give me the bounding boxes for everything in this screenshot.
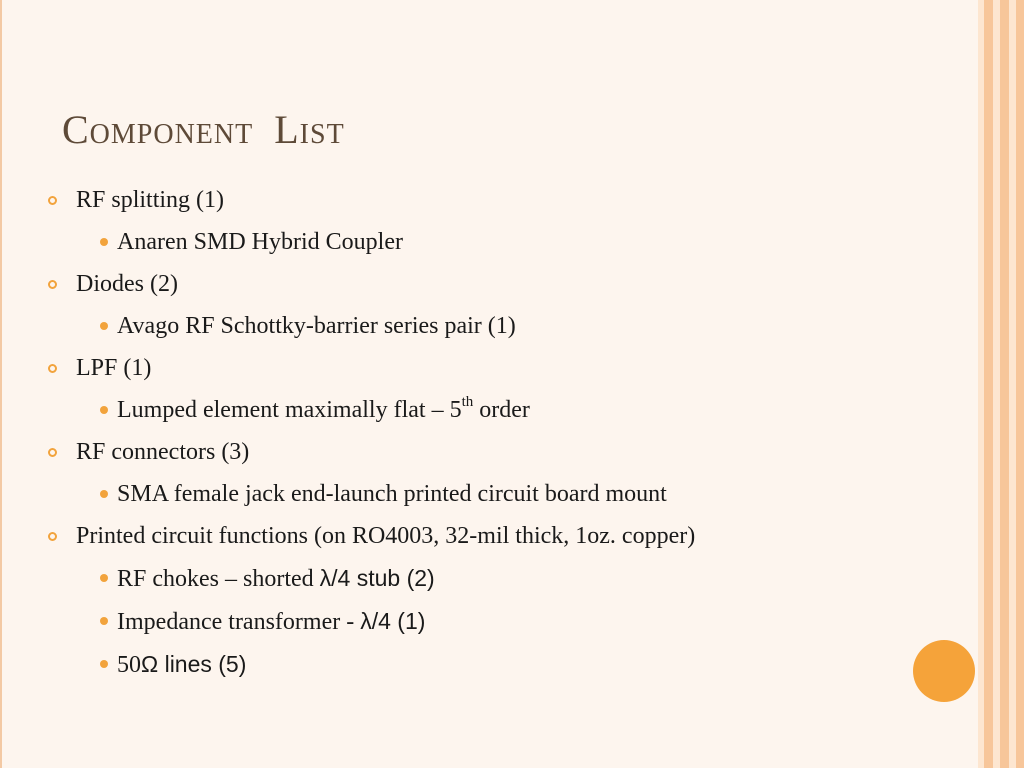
dot-bullet-icon bbox=[100, 238, 108, 246]
ring-bullet-icon bbox=[48, 448, 57, 457]
stripe bbox=[984, 0, 993, 768]
decorative-stripes bbox=[978, 0, 1024, 768]
dot-bullet-icon bbox=[100, 406, 108, 414]
item-text: SMA female jack end-launch printed circuit board mount bbox=[117, 481, 667, 507]
item-text: Anaren SMD Hybrid Coupler bbox=[117, 229, 403, 255]
item-text: 50 bbox=[117, 652, 141, 678]
stripe bbox=[1016, 0, 1024, 768]
list-item bbox=[44, 438, 944, 466]
list-item bbox=[44, 312, 944, 340]
ring-bullet-icon bbox=[48, 280, 57, 289]
dot-bullet-icon bbox=[100, 617, 108, 625]
item-text: RF chokes – shorted bbox=[117, 566, 320, 592]
stripe bbox=[1000, 0, 1009, 768]
superscript: th bbox=[461, 394, 474, 410]
item-text-symbol: λ/4 (1) bbox=[360, 608, 426, 634]
dot-bullet-icon bbox=[100, 490, 108, 498]
list-item bbox=[44, 522, 944, 550]
slide-left-edge bbox=[0, 0, 2, 768]
list-item bbox=[44, 270, 944, 298]
item-text: Printed circuit functions (on RO4003, 32-mil thick, 1oz. copper) bbox=[76, 523, 696, 549]
list-item bbox=[44, 650, 944, 679]
list-item bbox=[44, 607, 944, 636]
decorative-circle bbox=[913, 640, 975, 702]
item-text-symbol: Ω lines (5) bbox=[141, 651, 247, 677]
list-item bbox=[44, 228, 944, 256]
ring-bullet-icon bbox=[48, 364, 57, 373]
stripe bbox=[993, 0, 1000, 768]
ring-bullet-icon bbox=[48, 196, 57, 205]
list-item bbox=[44, 564, 944, 593]
item-text: Diodes (2) bbox=[76, 271, 178, 297]
item-text-tail: order bbox=[473, 397, 530, 423]
dot-bullet-icon bbox=[100, 574, 108, 582]
dot-bullet-icon bbox=[100, 322, 108, 330]
item-text: Avago RF Schottky-barrier series pair (1) bbox=[117, 313, 516, 339]
list-item bbox=[44, 354, 944, 382]
item-text-symbol: λ/4 stub (2) bbox=[319, 565, 435, 591]
list-item bbox=[44, 480, 944, 508]
dot-bullet-icon bbox=[100, 660, 108, 668]
item-text: LPF (1) bbox=[76, 355, 152, 381]
ring-bullet-icon bbox=[48, 532, 57, 541]
slide-title: Component List bbox=[62, 107, 345, 152]
item-text: RF connectors (3) bbox=[76, 439, 250, 465]
item-text: Lumped element maximally flat – 5 bbox=[117, 397, 462, 423]
bullet-list bbox=[44, 186, 944, 693]
item-text: RF splitting (1) bbox=[76, 187, 225, 213]
list-item bbox=[44, 186, 944, 214]
list-item bbox=[44, 396, 944, 424]
item-text: Impedance transformer - bbox=[117, 609, 361, 635]
stripe bbox=[1009, 0, 1016, 768]
